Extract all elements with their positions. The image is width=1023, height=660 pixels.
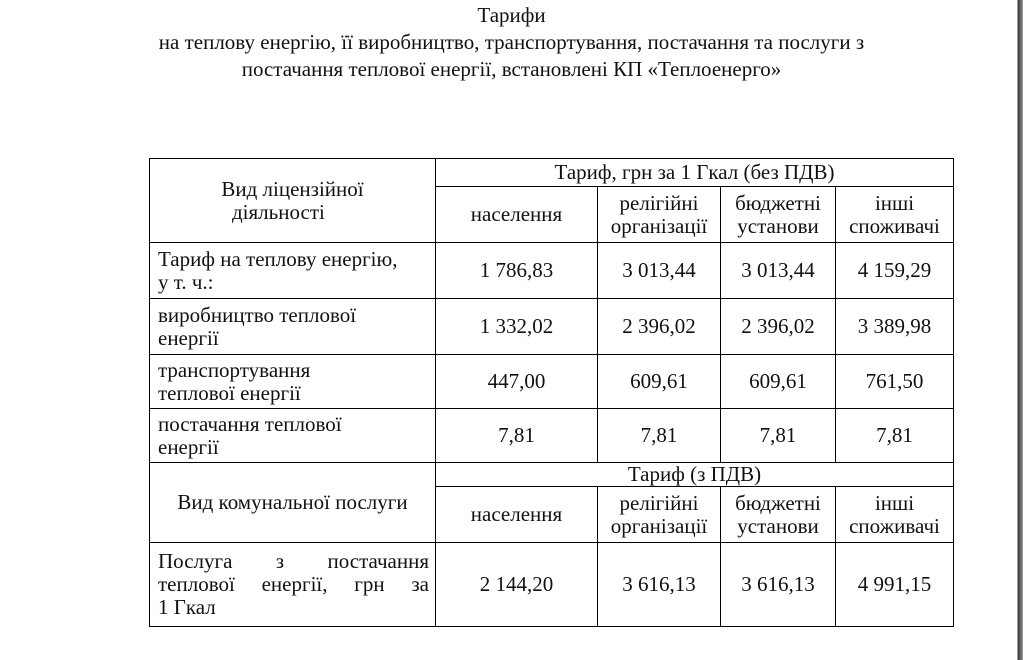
header2-col-other-line1: інші <box>874 490 915 515</box>
title-line-1: Тарифи <box>477 3 546 27</box>
row-label <box>150 409 436 463</box>
row-label-line1: постачання теплової <box>158 411 342 436</box>
header1-col-budget <box>721 187 836 243</box>
header1-col-population: населення <box>436 187 598 243</box>
title-line-2: на теплову енергію, її виробництво, транспортування, постачання та послуги з <box>158 30 865 54</box>
header1-group-cell: Тариф, грн за 1 Гкал (без ПДВ) <box>436 159 954 187</box>
service-value-population: 2 144,20 <box>436 543 598 627</box>
row-label <box>150 243 436 299</box>
row-label-line2: у т. ч.: <box>158 269 214 294</box>
service-value-religious: 3 616,13 <box>598 543 721 627</box>
row-value-budget: 3 013,44 <box>721 243 836 299</box>
row-label-line2: енергії <box>158 434 219 459</box>
header2-col-budget-line1: бюджетні <box>735 490 821 515</box>
row-value-religious: 2 396,02 <box>598 299 721 355</box>
row-value-other: 4 159,29 <box>836 243 954 299</box>
header2-col-religious-line1: релігійні <box>619 490 699 515</box>
service-value-budget: 3 616,13 <box>721 543 836 627</box>
row-label <box>150 355 436 409</box>
header1-col-other-line2: споживачі <box>849 213 940 238</box>
service-label-line2: теплової енергії, грн за <box>158 572 429 596</box>
row-value-population: 1 332,02 <box>436 299 598 355</box>
row-label-line1: транспортування <box>158 357 311 382</box>
header1-col-religious-line1: релігійні <box>619 190 699 215</box>
header1-left-cell <box>150 159 436 243</box>
table-row <box>150 243 954 299</box>
header1-col-budget-line2: установи <box>737 213 819 238</box>
header2-col-other-line2: споживачі <box>849 513 940 538</box>
tariffs-table <box>149 158 954 627</box>
header1-col-budget-line1: бюджетні <box>735 190 821 215</box>
header2-col-budget-line2: установи <box>737 513 819 538</box>
row-value-religious: 609,61 <box>598 355 721 409</box>
header1-left-line1: Вид ліцензійної <box>221 176 364 201</box>
service-label-line1: Послуга з постачання <box>158 549 429 573</box>
service-row <box>150 543 954 627</box>
header2-left-cell: Вид комунальної послуги <box>150 463 436 543</box>
row-value-budget: 7,81 <box>721 409 836 463</box>
row-value-budget: 609,61 <box>721 355 836 409</box>
row-value-other: 7,81 <box>836 409 954 463</box>
header2-col-population: населення <box>436 487 598 543</box>
row-label <box>150 299 436 355</box>
page-edge-shadow <box>995 0 1023 660</box>
header1-col-other-line1: інші <box>874 190 915 215</box>
header2-group-row <box>150 463 954 487</box>
row-value-budget: 2 396,02 <box>721 299 836 355</box>
row-value-other: 761,50 <box>836 355 954 409</box>
header2-col-religious <box>598 487 721 543</box>
row-value-religious: 7,81 <box>598 409 721 463</box>
header2-group-cell: Тариф (з ПДВ) <box>436 463 954 487</box>
header1-left-line2: діяльності <box>232 199 325 224</box>
service-label-line3: 1 Гкал <box>158 595 216 619</box>
row-value-population: 447,00 <box>436 355 598 409</box>
header1-group-row <box>150 159 954 187</box>
row-label-line1: Тариф на теплову енергію, <box>158 246 398 271</box>
table-row <box>150 299 954 355</box>
service-row-label <box>150 543 436 627</box>
service-value-other: 4 991,15 <box>836 543 954 627</box>
row-value-population: 1 786,83 <box>436 243 598 299</box>
title-line-3: постачання теплової енергії, встановлені КП «Теплоенерго» <box>241 57 782 81</box>
header1-col-religious-line2: організації <box>610 213 708 238</box>
header2-col-religious-line2: організації <box>610 513 708 538</box>
table-row <box>150 409 954 463</box>
row-label-line1: виробництво теплової <box>158 302 357 327</box>
table-row <box>150 355 954 409</box>
row-label-line2: енергії <box>158 325 219 350</box>
document-title <box>0 2 1023 83</box>
header1-col-religious <box>598 187 721 243</box>
header2-col-other <box>836 487 954 543</box>
row-value-religious: 3 013,44 <box>598 243 721 299</box>
row-label-line2: теплової енергії <box>158 380 301 405</box>
header2-col-budget <box>721 487 836 543</box>
row-value-population: 7,81 <box>436 409 598 463</box>
row-value-other: 3 389,98 <box>836 299 954 355</box>
header1-col-other <box>836 187 954 243</box>
